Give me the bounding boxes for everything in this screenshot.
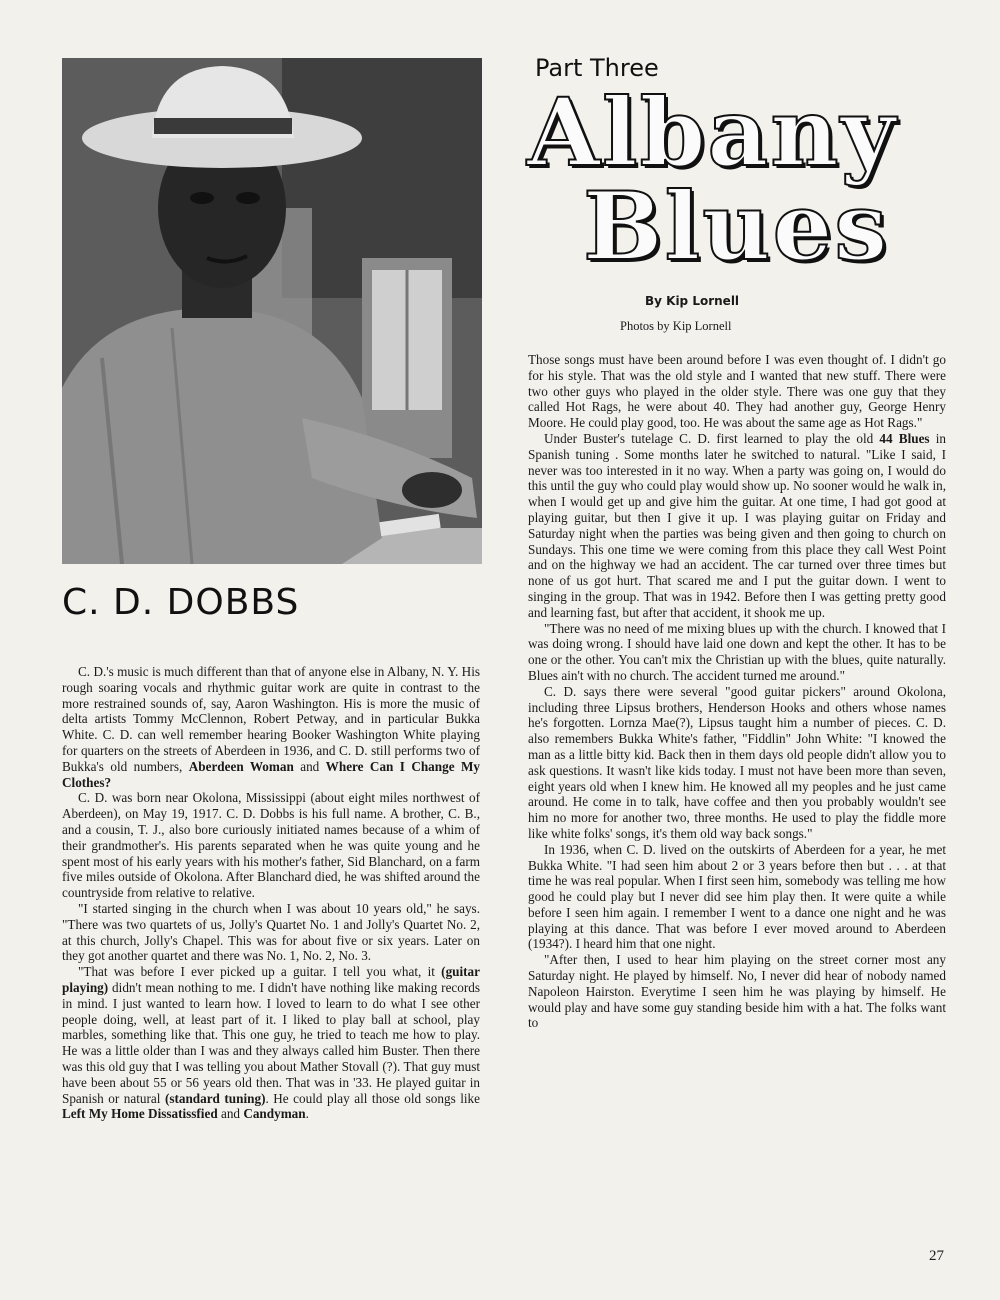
paragraph: "That was before I ever picked up a guitar. I tell you what, it (guitar playing) didn't mean nothing to me. I didn't have nothing like making records in mind. I just wanted to learn how. I loved to learn to do what I see other people doing, well, at least part of it. I liked to play ball at school, play marbles, something like that. This one guy, he tried to teach me how to play. He was a little older than I was and they always called him Buster. Then there was this old guy that I was telling you about Mather Stovall (?). That guy must have been about 55 or 56 years old then. That was in '33. He played guitar in Spanish or natural (standard tuning). He could play all those old songs like Left My Home Dissatissfied and Candyman. [62,964,480,1122]
paragraph: "After then, I used to hear him playing on the street corner most any Saturday night. He played by himself. No, I never did hear of nobody named Napoleon Hairston. Everytime I seen him he was playing by himself. He would play and have some guy standing beside him with a hat. The folks want to [528,952,946,1031]
paragraph: In 1936, when C. D. lived on the outskirts of Aberdeen for a year, he met Bukka White. "I had seen him about 2 or 3 years before then but . . . at that time he was real popular. When I first seen him, somebody was telling me how good he could play but I never did see him play then. It were quite a while before I seen him again. I remember I went to a dance one night and he was playing at this dance. That was before I ever moved around to Aberdeen (1934?). I heard him that one night. [528,841,946,952]
paragraph: Under Buster's tutelage C. D. first learned to play the old 44 Blues in Spanish tuning . Some months later he switched to natural. "Like I said, I never was too interested in it no way. When a party was going on, I would do this until the guy who could play would show up. No sooner would he walk in, when I would get up and give him the guitar. At one time, I had got good at playing guitar, but then I give it up. I was playing guitar on Friday and Saturday night when the parties was being given and then going to church on Sundays. This one time we were coming from this place they call West Point and on the highway we had an accident. The car turned over three times but none of us got hurt. That scared me and I put the guitar down. I went to singing in the group. That was in 1942. Before then I was getting pretty good and learning fast, but after that accident, it shook me up. [528,430,946,620]
series-part-label: Part Three [535,54,659,82]
paragraph: C. D.'s music is much different than that of anyone else in Albany, N. Y. His rough soaring vocals and rhythmic guitar work are quite in contrast to the more restrained sounds of, say, Aaron Washington. His is more the music of delta artists Tommy McClennon, Robert Petway, and in particular Bukka White. C. D. can well remember hearing Booker Washington White playing for quarters on the streets of Aberdeen in 1936, and C. D. still performs two of Bukka's old numbers, Aberdeen Woman and Where Can I Change My Clothes? [62,664,480,790]
portrait-illustration [62,58,482,564]
article-title-line2: Blues [583,172,890,282]
paragraph: "I started singing in the church when I was about 10 years old," he says. "There was two quartets of us, Jolly's Quartet No. 1 and Jolly's Quartet No. 2, at this church, Jolly's Chapel. This was for about five or six years. Later on they got another quartet and there was No. 1, No. 2, No. 3. [62,900,480,964]
article-title-line1: Albany [527,78,898,188]
paragraph: "There was no need of me mixing blues up with the church. I knowed that I was doing wrong. I should have laid one down and kept the other. It has to be one or the other. You can't mix the Christian up with the blues, quite naturally. Blues ain't with no church. The accident turned me around." [528,620,946,683]
left-column [62,664,480,1122]
artist-name-heading: C. D. DOBBS [62,582,300,623]
photo-credit: Photos by Kip Lornell [620,319,732,333]
portrait-photo [62,58,482,564]
paragraph: C. D. was born near Okolona, Mississippi (about eight miles northwest of Aberdeen), on May 19, 1917. C. D. Dobbs is his full name. A brother, C. B., and a cousin, T. J., also bore curiously initiated names because of a whim of their grandmother's. His parents separated when he was quite young and he spent most of his early years with his mother's father, Sid Blanchard, on a farm five miles outside of Okolona. After Blanchard died, he was shifted around the countryside from relative to relative. [62,790,480,901]
paragraph: Those songs must have been around before I was even thought of. I didn't go for his style. That was the old style and I wanted that new stuff. There were two other guys who played in the older style. There was one guy that they called Hot Rags, he were about 40. They had another guy, George Henry Moore. He could play good, too. He was about the same age as Hot Rags." [528,352,946,431]
right-column [528,352,946,1031]
page-number: 27 [929,1248,944,1264]
paragraph: C. D. says there were several "good guitar pickers" around Okolona, including three Lipsus brothers, Henderson Hooks and others whose names he's forgotten. Lornza Mae(?), Lipsus taught him a number of pieces. C. D. also remembers Bukka White's father, "Fiddlin" John White: "I knowed the man as a little bitty kid. Back then in them days old people didn't allow you to ask questions. It wasn't like kids today. I must not have been more than seven, eight years old when I knew him. He knowed all my peoples and he just came around. He come in to talk, have coffee and then you probably wouldn't see him no more for another two, three months. He used to play the fiddle more like white folks' songs, it's them old way back songs." [528,683,946,841]
byline: By Kip Lornell [645,294,740,308]
